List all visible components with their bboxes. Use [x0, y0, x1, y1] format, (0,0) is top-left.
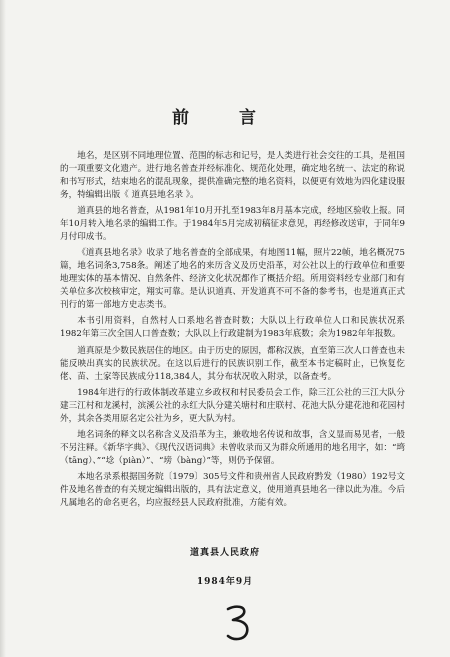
preface-body — [60, 150, 405, 514]
paragraph-7: 地名词条的释文以名称含义及沿革为主，兼收地名传说和故事，含义显而易见者，一般不另注释。《新华字典》、《现代汉语词典》未曾收录而又为群众所通用的地名用字，如：“塆（tāng）、”“埝（piàn）”、“塝（bàng）”等，则仍予保留。 — [60, 430, 405, 466]
paragraph-1: 地名，是区别不同地理位置、范围的标志和记号，是人类进行社会交往的工具，是祖国的一项重要文化遗产。进行地名普查并经标准化、规范化处理，确定地名统一、法定的称说和书写形式，结束地名的混乱现象，提供准确完整的地名资料，以便更有效地为四化建设服务，特编辑出版《 道真县地名录 》。 — [60, 151, 405, 200]
paragraph-6: 1984年进行的行政体制改革建立乡政权和村民委员会工作，除三江公社的三江大队分建三江村和龙溪村，滨溪公社的永红大队分建关塘村和庄联村、花池大队分建花池和花园村外，其余各类用原名定公社为乡，更大队为村。 — [60, 387, 405, 424]
page-title: 前 言 — [172, 108, 278, 128]
paragraph-8: 本地名录系根据国务院〔1979〕305号文件和贵州省人民政府黔发（1980）192号文件及地名普查的有关规定编辑出版的，具有法定意义，使用道真县地名一律以此为准。今后凡属地名的命名更名，均应报经县人民政府批准，方能有效。 — [60, 472, 405, 509]
signature-organization: 道真县人民政府 — [189, 548, 260, 558]
page-edge-shadow — [0, 0, 6, 657]
handwritten-page-mark — [222, 603, 256, 643]
paragraph-5: 道真原是少数民族居住的地区。由于历史的原因，都称汉族，直至第三次人口普查也未能反映出真实的民族状况。在这以后进行的民族识别工作，截至本书定稿时止，已恢复仡佬、苗、土家等民族成分118,384人，其分布状况收入附录，以备查考。 — [60, 345, 405, 382]
signature-date: 1984年9月 — [196, 577, 254, 587]
paragraph-4: 本书引用资料，自然村人口系地名普查时数；大队以上行政单位人口和民族状况系1982年第三次全国人口普查数；大队以上行政建制为1983年底数；余为1982年年报数。 — [60, 316, 405, 340]
paragraph-2: 道真县的地名普查，从1981年10月开扎至1983年8月基本完成，经地区验收上报。同年10月转入地名录的编辑工作。于1984年5月完成初稿征求意见，再经修改送审，于同年9月付印成书。 — [60, 206, 405, 242]
paragraph-3: 《道真县地名录》收录了地名普查的全部成果，有地图11幅，照片22帧，地名概况75篇，地名词条3,758条。阐述了地名的来历含义及历史沿革，对公社以上的行政单位和重要地理实体的基本情况、自然条件、经济文化状况都作了概括介绍。所用资料经专业部门和有关单位多次校核审定，翔实可靠。是认识道真、开发道真不可不备的参考书，也是道真正式刊行的第一部地方史志类书。 — [60, 248, 405, 310]
